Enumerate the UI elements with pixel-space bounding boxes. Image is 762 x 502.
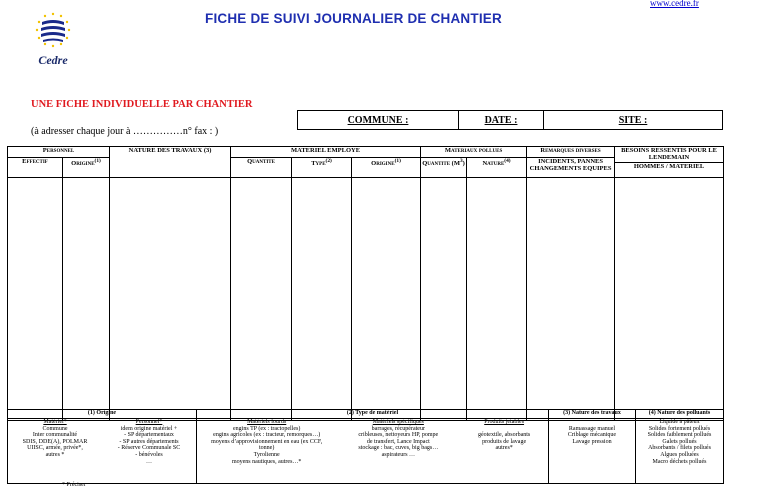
legend-line: moyens nautiques, autres…* [231,458,302,465]
col-quantite-m3 [421,158,467,178]
legend-nature-polluants-header: (4) Nature des polluants [636,410,724,419]
col-effectif [8,158,63,178]
legend-line: Absorbants / filets pollués [648,445,711,452]
footnote: * Préciser [62,482,86,488]
legend-personnel-col [102,419,196,465]
legend-line: Solides fortement pollués [648,425,711,432]
besoins-label: BESOINS RESSENTIS POUR LE LENDEMAIN [621,147,717,161]
cell-type[interactable] [292,178,352,421]
legend-line: idem origine matériel + [120,425,178,432]
legend-line: Ramassage manuel [568,425,616,432]
legend-line: Lavage pression [572,438,612,445]
date-field[interactable]: DATE : [458,111,543,129]
logo-text: Cedre [38,53,68,67]
website-link[interactable]: www.cedre.fr [650,0,699,8]
effectif-label: Effectif [22,158,48,165]
legend-line: stockage : bac, cuves, big bags… [358,445,439,452]
legend-lourds-title: Matériels lourds [247,419,287,425]
legend-line: géotextile, absorbants [477,432,531,439]
legend-type-body [197,419,549,484]
legend-line [549,419,635,426]
legend-line: aspirateurs … [381,451,416,458]
legend-line: - SP autres départements [119,438,179,445]
nature-label: Nature [482,160,505,168]
legend-table [7,409,724,484]
cell-besoins[interactable] [615,178,724,421]
legend-jetables-col [460,419,548,465]
cell-effectif[interactable] [8,178,63,421]
legend-line: engins agricoles (ex : tracteur, remorques…) [213,432,321,439]
legend-specifiques-title: Matériels spécifiques [372,419,424,425]
legend-personnel-title: Personnel* [135,419,163,425]
legend-line: de transfert, Lance Impact [366,438,430,445]
site-field[interactable]: SITE : [543,111,722,129]
col-quantite [231,158,292,178]
group-materiel: MATERIEL EMPLOYE [231,147,421,158]
group-materiaux: Materiaux pollues [421,147,527,158]
commune-field[interactable]: COMMUNE : [347,114,409,126]
page-title: FICHE DE SUIVI JOURNALIER DE CHANTIER [205,11,502,26]
origine-sup: (1) [94,158,101,164]
legend-line: SDIS, DDE(A), POLMAR [22,438,88,445]
legend-line: Tyrolienne [253,451,280,458]
cell-origine-materiel[interactable] [352,178,421,421]
group-besoins [615,147,724,178]
legend-line: engins TP (ex : tractopelles) [233,425,301,432]
type-sup: (2) [325,158,332,164]
cell-nature[interactable] [467,178,527,421]
quantite-m3-sup: 3 [459,158,463,164]
group-nature-travaux: NATURE DES TRAVAUX (3) [110,147,231,178]
logo-stars [36,13,70,47]
legend-line: Macro déchets pollués [652,458,707,465]
origine2-label: Origine [371,160,395,168]
legend-line: Solides faiblement pollués [647,432,712,439]
legend-line: Algues polluées [660,451,699,458]
group-remarques: Remarques diverses [527,147,615,158]
legend-specifiques-col [336,419,460,465]
col-origine-materiel [352,158,421,178]
origine2-sup: (1) [394,158,401,164]
legend-jetables-title: Produits jetables [484,419,525,425]
legend-materiel-title: Matériel* [43,419,67,425]
hommes-label: HOMMES / MATERIEL [615,162,723,170]
legend-line [460,426,548,433]
col-incidents: INCIDENTS, PANNES CHANGEMENTS EQUIPES [527,158,615,178]
type-label: Type [311,160,326,168]
cell-quantite-m3[interactable] [421,178,467,421]
legend-materiel-col [8,419,102,465]
legend-line: - SP départementaux [124,432,174,439]
origine-label: Origine [71,160,95,168]
legend-type-header: (2) Type de matériel [197,410,549,419]
legend-line: Commune [42,425,68,432]
legend-line: produits de lavage [482,438,527,445]
cell-quantite[interactable] [231,178,292,421]
cell-nature-travaux[interactable] [110,178,231,421]
nature-sup: (4) [504,158,511,164]
commune-date-site-box [297,110,723,130]
legend-line: UIISC, armée, privée*, [27,445,83,452]
legend-line: autres* [495,445,513,452]
legend-line: autres * [45,451,65,458]
main-table [7,146,724,421]
legend-nature-polluants-body [636,419,724,484]
logo-waves [41,20,65,42]
subtitle: UNE FICHE INDIVIDUELLE PAR CHANTIER [31,99,253,110]
quantite-m3-end: ) [462,160,465,168]
col-origine [63,158,110,178]
col-nature [467,158,527,178]
legend-line: barrages, récupérateur [371,425,425,432]
legend-line: … [146,458,152,465]
legend-nature-travaux-body [549,419,636,484]
legend-line: Galets pollués [662,438,697,445]
cell-origine[interactable] [63,178,110,421]
legend-line: Inter communalité [32,432,78,439]
legend-line: Criblage mécanique [567,432,617,439]
quantite-label: Quantite [247,158,275,165]
quantite-m3-label: Quantite (M [422,160,460,168]
legend-line: tonne) [259,445,275,452]
legend-line: - bénévoles [135,451,163,458]
legend-origine-body [8,419,197,484]
fax-instruction: (à adresser chaque jour à ……………n° fax : ) [31,126,219,137]
col-type [292,158,352,178]
legend-origine-header: (1) Origine [8,410,197,419]
group-personnel: Personnel [8,147,110,158]
legend-lourds-col [197,419,336,465]
legend-line: - Réserve Communale SC [117,445,181,452]
cell-incidents[interactable] [527,178,615,421]
legend-line: Liquide à pâteux [659,419,700,425]
legend-line: moyens d’approvisionnement en eau (ex CCF, [211,438,323,445]
legend-line: cribleuses, nettoyeurs HP, pompe [358,432,439,439]
legend-nature-travaux-header: (3) Nature des travaux [549,410,636,419]
